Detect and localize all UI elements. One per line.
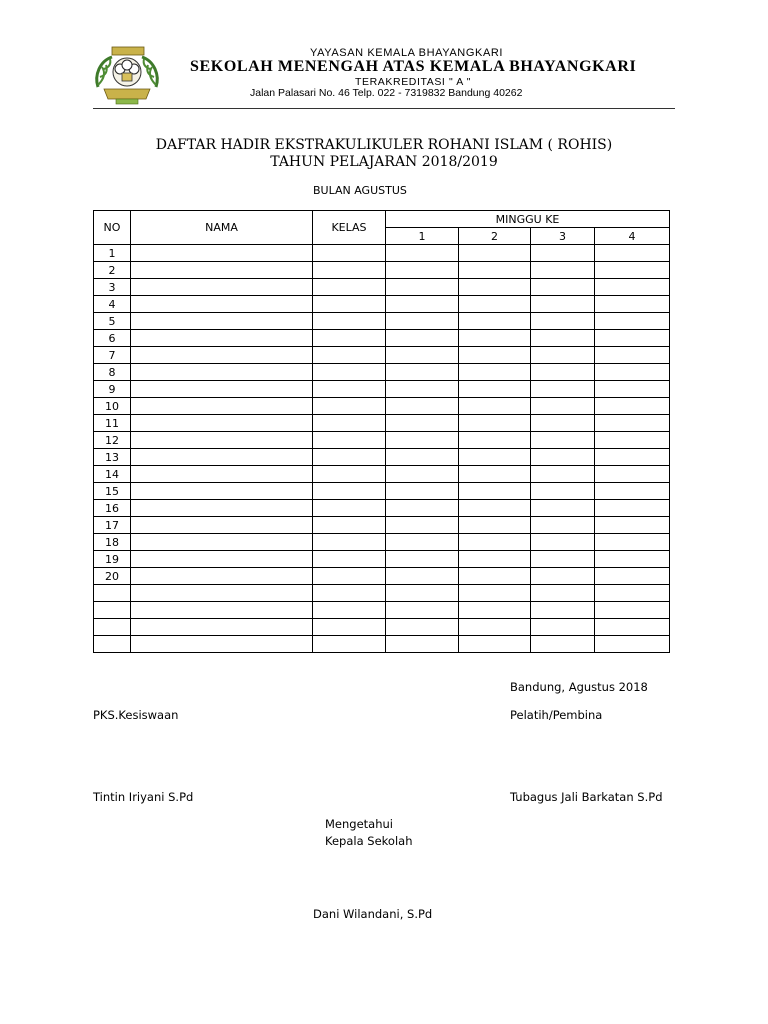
row-number	[94, 636, 131, 653]
class-cell	[313, 466, 386, 483]
row-number: 12	[94, 432, 131, 449]
table-row	[94, 449, 670, 466]
week-3-cell	[531, 551, 595, 568]
class-cell	[313, 330, 386, 347]
row-number	[94, 619, 131, 636]
table-row	[94, 415, 670, 432]
table-row	[94, 245, 670, 262]
row-number: 19	[94, 551, 131, 568]
week-4-cell	[595, 500, 670, 517]
week-4-cell	[595, 636, 670, 653]
week-1-cell	[386, 364, 459, 381]
place-date: Bandung, Agustus 2018	[510, 680, 648, 694]
name-cell	[131, 619, 313, 636]
week-4-cell	[595, 517, 670, 534]
table-row	[94, 602, 670, 619]
week-2-cell	[459, 466, 531, 483]
name-cell	[131, 330, 313, 347]
table-row	[94, 313, 670, 330]
week-2-cell	[459, 432, 531, 449]
name-cell	[131, 245, 313, 262]
week-4-cell	[595, 585, 670, 602]
name-cell	[131, 636, 313, 653]
header-week-4: 4	[595, 228, 670, 245]
row-number: 7	[94, 347, 131, 364]
name-cell	[131, 279, 313, 296]
name-cell	[131, 517, 313, 534]
week-4-cell	[595, 364, 670, 381]
principal-name: Dani Wilandani, S.Pd	[313, 907, 433, 921]
class-cell	[313, 619, 386, 636]
week-4-cell	[595, 245, 670, 262]
week-3-cell	[531, 313, 595, 330]
week-4-cell	[595, 568, 670, 585]
week-2-cell	[459, 262, 531, 279]
week-2-cell	[459, 602, 531, 619]
table-row	[94, 517, 670, 534]
week-1-cell	[386, 568, 459, 585]
week-2-cell	[459, 364, 531, 381]
week-1-cell	[386, 262, 459, 279]
name-cell	[131, 449, 313, 466]
name-cell	[131, 364, 313, 381]
week-2-cell	[459, 279, 531, 296]
table-row	[94, 619, 670, 636]
week-1-cell	[386, 330, 459, 347]
table-row	[94, 534, 670, 551]
name-cell	[131, 466, 313, 483]
week-4-cell	[595, 602, 670, 619]
week-4-cell	[595, 330, 670, 347]
week-1-cell	[386, 296, 459, 313]
name-cell	[131, 262, 313, 279]
table-row	[94, 500, 670, 517]
accreditation: TERAKREDITASI " A "	[355, 76, 472, 88]
name-cell	[131, 568, 313, 585]
table-row	[94, 381, 670, 398]
week-4-cell	[595, 534, 670, 551]
class-cell	[313, 500, 386, 517]
table-row	[94, 347, 670, 364]
row-number: 14	[94, 466, 131, 483]
week-4-cell	[595, 619, 670, 636]
week-2-cell	[459, 534, 531, 551]
header-week-3: 3	[531, 228, 595, 245]
attendance-rows	[94, 245, 670, 653]
school-address: Jalan Palasari No. 46 Telp. 022 - 7319832 Bandung 40262	[250, 87, 523, 99]
table-row	[94, 466, 670, 483]
header-nama: NAMA	[131, 211, 313, 245]
table-row	[94, 568, 670, 585]
row-number: 20	[94, 568, 131, 585]
week-2-cell	[459, 296, 531, 313]
row-number: 9	[94, 381, 131, 398]
week-1-cell	[386, 432, 459, 449]
week-3-cell	[531, 279, 595, 296]
name-cell	[131, 432, 313, 449]
class-cell	[313, 585, 386, 602]
week-2-cell	[459, 313, 531, 330]
class-cell	[313, 262, 386, 279]
week-3-cell	[531, 517, 595, 534]
week-2-cell	[459, 381, 531, 398]
table-row	[94, 330, 670, 347]
table-row	[94, 262, 670, 279]
row-number: 2	[94, 262, 131, 279]
row-number: 18	[94, 534, 131, 551]
week-3-cell	[531, 364, 595, 381]
row-number: 4	[94, 296, 131, 313]
document-title: DAFTAR HADIR EKSTRAKULIKULER ROHANI ISLAM ( ROHIS)	[155, 137, 613, 153]
week-1-cell	[386, 466, 459, 483]
row-number: 16	[94, 500, 131, 517]
week-1-cell	[386, 313, 459, 330]
foundation-name: YAYASAN KEMALA BHAYANGKARI	[310, 47, 504, 59]
week-2-cell	[459, 398, 531, 415]
week-4-cell	[595, 432, 670, 449]
week-3-cell	[531, 483, 595, 500]
week-1-cell	[386, 415, 459, 432]
week-1-cell	[386, 636, 459, 653]
right-signer-name: Tubagus Jali Barkatan S.Pd	[510, 790, 663, 804]
class-cell	[313, 398, 386, 415]
principal-role: Kepala Sekolah	[325, 834, 413, 848]
header-minggu-ke: MINGGU KE	[386, 211, 670, 228]
header-kelas: KELAS	[313, 211, 386, 245]
row-number: 6	[94, 330, 131, 347]
week-3-cell	[531, 262, 595, 279]
week-2-cell	[459, 483, 531, 500]
table-row	[94, 398, 670, 415]
week-1-cell	[386, 551, 459, 568]
week-4-cell	[595, 483, 670, 500]
week-2-cell	[459, 568, 531, 585]
week-3-cell	[531, 449, 595, 466]
week-2-cell	[459, 551, 531, 568]
week-1-cell	[386, 381, 459, 398]
table-row	[94, 279, 670, 296]
week-4-cell	[595, 415, 670, 432]
row-number: 1	[94, 245, 131, 262]
class-cell	[313, 381, 386, 398]
week-1-cell	[386, 517, 459, 534]
name-cell	[131, 551, 313, 568]
header-no: NO	[94, 211, 131, 245]
week-4-cell	[595, 398, 670, 415]
class-cell	[313, 483, 386, 500]
week-1-cell	[386, 347, 459, 364]
week-2-cell	[459, 636, 531, 653]
left-signer-name: Tintin Iriyani S.Pd	[93, 790, 194, 804]
week-3-cell	[531, 296, 595, 313]
week-1-cell	[386, 449, 459, 466]
acknowledged-label: Mengetahui	[325, 817, 393, 831]
table-row	[94, 364, 670, 381]
week-1-cell	[386, 585, 459, 602]
week-3-cell	[531, 347, 595, 364]
week-1-cell	[386, 602, 459, 619]
name-cell	[131, 296, 313, 313]
name-cell	[131, 415, 313, 432]
academic-year: TAHUN PELAJARAN 2018/2019	[270, 154, 498, 170]
week-3-cell	[531, 568, 595, 585]
name-cell	[131, 347, 313, 364]
class-cell	[313, 517, 386, 534]
week-4-cell	[595, 449, 670, 466]
week-4-cell	[595, 279, 670, 296]
week-4-cell	[595, 381, 670, 398]
week-1-cell	[386, 279, 459, 296]
name-cell	[131, 500, 313, 517]
header-divider	[93, 108, 675, 109]
row-number	[94, 602, 131, 619]
week-4-cell	[595, 347, 670, 364]
class-cell	[313, 551, 386, 568]
class-cell	[313, 347, 386, 364]
week-2-cell	[459, 500, 531, 517]
week-1-cell	[386, 619, 459, 636]
week-3-cell	[531, 619, 595, 636]
week-2-cell	[459, 415, 531, 432]
class-cell	[313, 636, 386, 653]
week-3-cell	[531, 636, 595, 653]
table-row	[94, 551, 670, 568]
name-cell	[131, 313, 313, 330]
class-cell	[313, 415, 386, 432]
week-2-cell	[459, 585, 531, 602]
class-cell	[313, 364, 386, 381]
class-cell	[313, 534, 386, 551]
school-crest-icon	[92, 45, 162, 105]
table-row	[94, 636, 670, 653]
week-3-cell	[531, 602, 595, 619]
attendance-table	[93, 210, 670, 653]
row-number: 8	[94, 364, 131, 381]
month-label: BULAN AGUSTUS	[313, 184, 407, 197]
header-week-1: 1	[386, 228, 459, 245]
row-number: 5	[94, 313, 131, 330]
week-1-cell	[386, 398, 459, 415]
week-3-cell	[531, 245, 595, 262]
class-cell	[313, 245, 386, 262]
week-4-cell	[595, 551, 670, 568]
right-signer-role: Pelatih/Pembina	[510, 708, 603, 722]
week-4-cell	[595, 466, 670, 483]
row-number: 10	[94, 398, 131, 415]
week-3-cell	[531, 534, 595, 551]
class-cell	[313, 313, 386, 330]
name-cell	[131, 398, 313, 415]
week-3-cell	[531, 500, 595, 517]
table-row	[94, 483, 670, 500]
class-cell	[313, 279, 386, 296]
name-cell	[131, 602, 313, 619]
week-3-cell	[531, 585, 595, 602]
row-number: 15	[94, 483, 131, 500]
week-3-cell	[531, 415, 595, 432]
week-2-cell	[459, 330, 531, 347]
table-row	[94, 296, 670, 313]
row-number: 11	[94, 415, 131, 432]
week-1-cell	[386, 245, 459, 262]
week-4-cell	[595, 313, 670, 330]
header-week-2: 2	[459, 228, 531, 245]
row-number: 3	[94, 279, 131, 296]
week-4-cell	[595, 262, 670, 279]
week-1-cell	[386, 500, 459, 517]
week-1-cell	[386, 534, 459, 551]
week-3-cell	[531, 381, 595, 398]
week-2-cell	[459, 449, 531, 466]
week-4-cell	[595, 296, 670, 313]
week-2-cell	[459, 619, 531, 636]
school-name: SEKOLAH MENENGAH ATAS KEMALA BHAYANGKARI	[190, 58, 637, 75]
left-signer-role: PKS.Kesiswaan	[93, 708, 179, 722]
week-2-cell	[459, 517, 531, 534]
class-cell	[313, 449, 386, 466]
table-row	[94, 585, 670, 602]
row-number	[94, 585, 131, 602]
name-cell	[131, 534, 313, 551]
table-row	[94, 432, 670, 449]
class-cell	[313, 568, 386, 585]
week-2-cell	[459, 245, 531, 262]
week-3-cell	[531, 432, 595, 449]
class-cell	[313, 432, 386, 449]
week-3-cell	[531, 398, 595, 415]
week-2-cell	[459, 347, 531, 364]
week-1-cell	[386, 483, 459, 500]
week-3-cell	[531, 466, 595, 483]
row-number: 13	[94, 449, 131, 466]
name-cell	[131, 585, 313, 602]
row-number: 17	[94, 517, 131, 534]
class-cell	[313, 296, 386, 313]
name-cell	[131, 381, 313, 398]
name-cell	[131, 483, 313, 500]
week-3-cell	[531, 330, 595, 347]
class-cell	[313, 602, 386, 619]
